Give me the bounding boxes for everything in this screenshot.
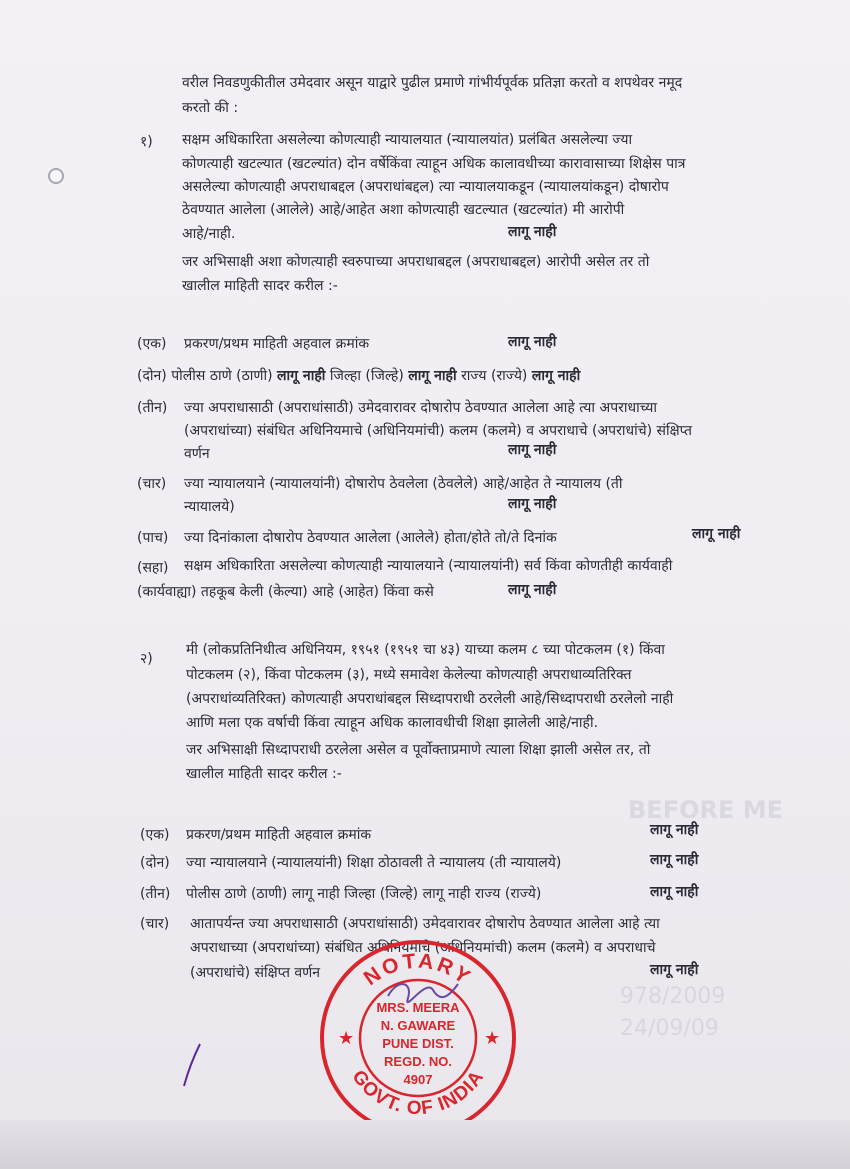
section-1-answer: लागू नाही (508, 224, 557, 240)
s2-item-teen-text: पोलीस ठाणे (ठाणी) लागू नाही जिल्हा (जिल्हे) लागू नाही राज्य (राज्ये) (186, 886, 542, 902)
s1-item-ek-answer: लागू नाही (508, 334, 557, 350)
punch-hole (48, 168, 64, 184)
s2-item-char-line-2: अपराधाच्या (अपराधांच्या) संबंधित अधिनियमाचे (अधिनियमांची) कलम (कलमे) व अपराधाचे (190, 940, 656, 956)
s1-item-don-answer-2: लागू नाही (408, 368, 457, 384)
stamp-name-1: MRS. MEERA (376, 1000, 460, 1015)
bleed-before-me: BEFORE ME (628, 796, 783, 824)
s1-item-don-answer-1: लागू नाही (277, 368, 326, 384)
s1-item-ek-text: प्रकरण/प्रथम माहिती अहवाल क्रमांक (184, 336, 370, 352)
s1-item-pach-text: ज्या दिनांकाला दोषारोप ठेवण्यात आलेला (आलेले) होता/होते तो/ते दिनांक (184, 530, 557, 546)
stamp-ring-bottom: GOVT. OF INDIA (347, 1066, 489, 1120)
stamp-regno: 4907 (403, 1072, 433, 1087)
s1-item-teen-line-1: ज्या अपराधासाठी (अपराधांसाठी) उमेदवारावर दोषारोप ठेवण्यात आलेला आहे त्या अपराधाच्या (184, 400, 658, 416)
s1-item-saha-label: (सहा) (137, 560, 169, 576)
section-1-para2-line-2: खालील माहिती सादर करील :- (182, 278, 338, 294)
s2-item-char-answer: लागू नाही (650, 962, 699, 978)
section-1-number: १) (140, 134, 153, 150)
s2-item-ek-label: (एक) (140, 827, 170, 843)
section-1-line-3: असलेल्या कोणत्याही अपराधाबद्दल (अपराधांबद्दल) त्या न्यायालयाकडून (न्यायालयांकडून) दोषारोप (182, 179, 669, 195)
s1-item-don-label: (दोन) (137, 368, 167, 384)
stamp-ring-top: NOTARY (359, 949, 477, 991)
s1-item-don-district: जिल्हा (जिल्हे) (329, 368, 404, 384)
s1-item-saha-answer: लागू नाही (508, 582, 557, 598)
s1-item-saha-line-1: सक्षम अधिकारिता असलेल्या कोणत्याही न्यायालयाने (न्यायालयांनी) सर्व किंवा कोणतीही कार्यवाही (184, 558, 673, 574)
stamp-star-left: ★ (338, 1028, 355, 1049)
s1-item-teen-label: (तीन) (137, 400, 168, 416)
s1-item-ek-label: (एक) (137, 336, 167, 352)
intro-line-1: वरील निवडणुकीतील उमेदवार असून याद्वारे पुढील प्रमाणे गांभीर्यपूर्वक प्रतिज्ञा करतो व शपथेवर नमूद (182, 75, 683, 91)
s2-item-char-line-1: आतापर्यन्त ज्या अपराधासाठी (अपराधांसाठी) उमेदवारावर दोषारोप ठेवण्यात आलेला आहे त्या (190, 916, 660, 932)
section-2-line-1: मी (लोकप्रतिनिधीत्व अधिनियम, १९५१ (१९५१ चा ४३) याच्या कलम ८ च्या पोटकलम (१) किंवा (186, 642, 665, 658)
s1-item-char-line-2: न्यायालये) (184, 499, 235, 515)
notary-stamp (318, 938, 518, 1138)
s2-item-teen-answer: लागू नाही (650, 884, 699, 900)
s1-item-pach-label: (पाच) (137, 530, 169, 546)
section-1-para2-line-1: जर अभिसाक्षी अशा कोणत्याही स्वरुपाच्या अपराधाबद्दल (अपराधाबद्दल) आरोपी असेल तर तो (182, 254, 650, 270)
s1-item-teen-line-3: वर्णन (184, 446, 210, 462)
s2-item-teen-label: (तीन) (140, 886, 171, 902)
section-2-line-6: खालील माहिती सादर करील :- (186, 766, 342, 782)
page-fold-shadow (0, 1120, 850, 1169)
section-2-line-2: पोटकलम (२), किंवा पोटकलम (३), मध्ये समावेश केलेल्या कोणत्याही अपराधाव्यतिरिक्त (186, 667, 632, 683)
s1-item-don-state: राज्य (राज्ये) (461, 368, 528, 384)
section-1-line-4: ठेवण्यात आलेला (आलेले) आहे/आहेत अशा कोणत्याही खटल्यात (खटल्यांत) मी आरोपी (182, 202, 625, 218)
s1-item-char-answer: लागू नाही (508, 496, 557, 512)
s1-item-char-label: (चार) (137, 476, 167, 492)
section-2-number: २) (140, 651, 153, 667)
s2-item-ek-answer: लागू नाही (650, 822, 699, 838)
pen-mark (176, 1040, 206, 1090)
intro-line-2: करतो की : (182, 100, 239, 116)
s1-item-don-police: पोलीस ठाणे (ठाणी) (171, 368, 273, 384)
stamp-place: PUNE DIST. (382, 1036, 454, 1051)
s2-item-don-label: (दोन) (140, 855, 170, 871)
section-2-line-5: जर अभिसाक्षी सिध्दापराधी ठरलेला असेल व पूर्वोक्ताप्रमाणे त्याला शिक्षा झाली असेल तर, तो (186, 742, 651, 758)
s1-item-teen-line-2: (अपराधांच्या) संबंधित अधिनियमाचे (अधिनियमांची) कलम (कलमे) व अपराधाचे (अपराधांचे) संक्षिप्त (184, 423, 692, 439)
section-1-line-5: आहे/नाही. (182, 226, 236, 242)
bleed-number: 978/2009 (620, 984, 726, 1009)
bleed-date: 24/09/09 (620, 1016, 719, 1041)
stamp-star-right: ★ (484, 1028, 501, 1049)
s1-item-teen-answer: लागू नाही (508, 442, 557, 458)
s1-item-char-line-1: ज्या न्यायालयाने (न्यायालयांनी) दोषारोप ठेवलेला (ठेवलेले) आहे/आहेत ते न्यायालय (ती (184, 476, 623, 492)
s1-item-don-row (137, 366, 580, 386)
section-1-line-1: सक्षम अधिकारिता असलेल्या कोणत्याही न्यायालयात (न्यायालयांत) प्रलंबित असलेल्या ज्या (182, 132, 633, 148)
s2-item-char-line-3: (अपराधांचे) संक्षिप्त वर्णन (190, 965, 321, 981)
s2-item-don-answer: लागू नाही (650, 852, 699, 868)
s2-item-ek-text: प्रकरण/प्रथम माहिती अहवाल क्रमांक (186, 827, 372, 843)
stamp-name-2: N. GAWARE (380, 1018, 456, 1033)
section-1-line-2: कोणत्याही खटल्यात (खटल्यांत) दोन वर्षेकिंवा त्याहून अधिक कालावधीच्या कारावासाच्या शिक्षेस पात्र (182, 156, 686, 172)
section-2-line-4: आणि मला एक वर्षाची किंवा त्याहून अधिक कालावधीची शिक्षा झालेली आहे/नाही. (186, 715, 599, 731)
stamp-regd: REGD. NO. (384, 1054, 452, 1069)
svg-text:NOTARY (360, 950, 477, 991)
section-2-line-3: (अपराधांव्यतिरिक्त) कोणत्याही अपराधांबद्दल सिध्दापराधी ठरलेली आहे/सिध्दापराधी ठरलेलो नाही (186, 691, 674, 707)
s1-item-don-answer-3: लागू नाही (531, 368, 581, 384)
s2-item-char-label: (चार) (140, 916, 170, 932)
s1-item-saha-line-2: (कार्यवाह्या) तहकूब केली (केल्या) आहे (आहेत) किंवा कसे (137, 584, 434, 600)
s2-item-don-text: ज्या न्यायालयाने (न्यायालयांनी) शिक्षा ठोठावली ते न्यायालय (ती न्यायालये) (186, 855, 562, 871)
s1-item-pach-answer: लागू नाही (692, 526, 741, 542)
